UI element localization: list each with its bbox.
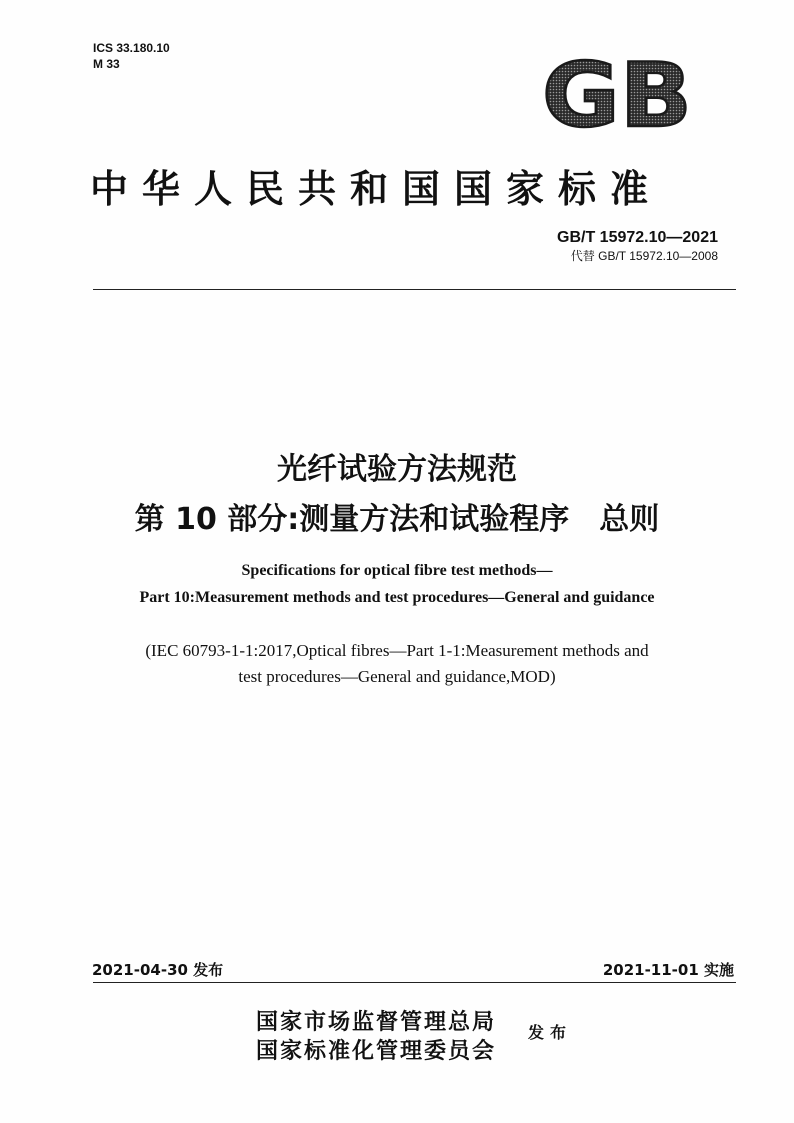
english-title-line-2: Part 10:Measurement methods and test procedures—General and guidance: [139, 589, 655, 606]
iec-reference-line-1: (IEC 60793-1-1:2017,Optical fibres—Part 1-1:Measurement methods and: [145, 641, 649, 660]
ccs-code: M 33: [93, 57, 120, 71]
issue-date: 2021-04-30 发布: [92, 961, 224, 979]
top-divider: [93, 289, 736, 290]
ics-code: ICS 33.180.10: [93, 41, 170, 55]
standard-number: GB/T 15972.10—2021: [557, 229, 718, 246]
gb-logo: [540, 58, 695, 130]
chinese-title-line-1: 光纤试验方法规范: [277, 452, 517, 487]
issuer-line-1: 国家市场监督管理总局: [256, 1009, 497, 1035]
chinese-title-line-2: 第 10 部分:测量方法和试验程序 总则: [134, 502, 660, 537]
implementation-date: 2021-11-01 实施: [602, 961, 734, 979]
issuing-authorities: [256, 1008, 496, 1066]
issuer-line-2: 国家标准化管理委员会: [256, 1038, 497, 1064]
iec-reference-line-2: test procedures—General and guidance,MOD): [238, 667, 556, 686]
publish-label: 发布: [528, 1023, 573, 1042]
english-title-line-1: Specifications for optical fibre test methods—: [241, 562, 553, 579]
national-standard-title: 中华人民共和国国家标准: [90, 167, 663, 211]
standard-number-block: [557, 228, 718, 264]
gb-logo-text: GB: [542, 58, 692, 130]
replaced-standard: 代替 GB/T 15972.10—2008: [570, 249, 718, 263]
classification-codes: [93, 40, 170, 72]
bottom-divider: [93, 982, 736, 983]
